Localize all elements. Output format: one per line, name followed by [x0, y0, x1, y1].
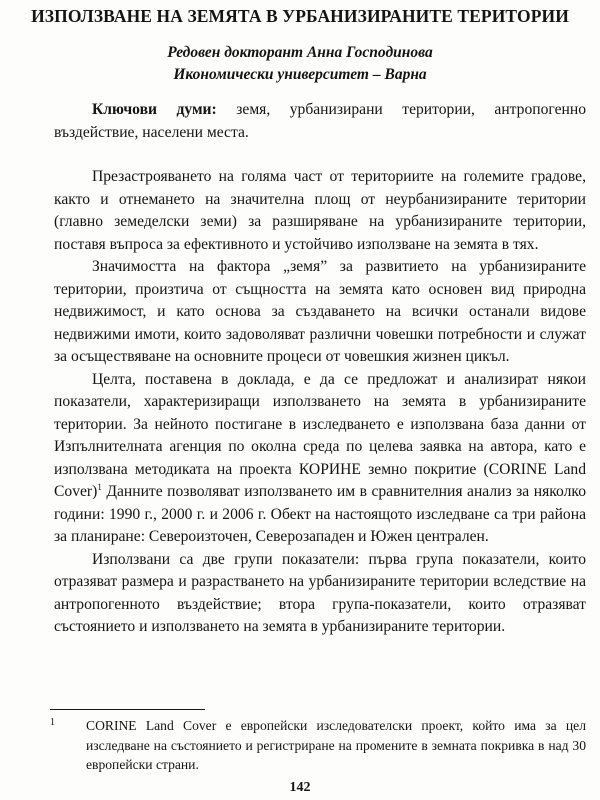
paragraph-4: Използвани са две групи показатели: първа група показатели, които отразяват размера и разрастването на урбанизираните територии вследствие на антропогенното въздействие; втора група-показатели, които отразяват състоянието и използването на земята в урбанизираните територии.: [54, 550, 586, 635]
paragraph-3: [54, 369, 586, 549]
keywords-text: земя, урбанизирани територии, антропогенно въздействие, населени места.: [54, 101, 587, 141]
author-line: Редовен докторант Анна Господинова: [167, 44, 433, 61]
paragraph-3-text: Целта, поставена в доклада, е да се предложат и анализират някои показатели, характеризиращи използването на земята в урбанизираните територии. За нейното постигане в изследването е използвана база данни от Изпълнителната агенция по околна среда по целева заявка на автора, като е използвана методиката на проекта КОРИНЕ земно покритие (CORINE Land Cover): [54, 370, 586, 500]
affiliation-line: Икономически университет – Варна: [173, 66, 427, 83]
footnote: [50, 716, 586, 775]
footnote-mark: 1: [50, 717, 55, 728]
footnote-reference: 1: [97, 481, 102, 492]
body-text: [54, 99, 586, 639]
paper-title: ИЗПОЛЗВАНЕ НА ЗЕМЯТА В УРБАНИЗИРАНИТЕ ТЕРИТОРИИ: [31, 6, 569, 26]
paragraph-1: Презастрояването на голяма част от териториите на големите градове, както и отнемането на значителна площ от неурбанизираните територии (главно земеделски земи) за разширяване на урбанизираните територии, поставя въпроса за ефективното и устойчиво използване на земята в тях.: [54, 168, 586, 253]
page-number: 142: [289, 780, 311, 795]
footnote-text: CORINE Land Cover е европейски изследователски проект, който има за цел изследване на състоянието и регистриране на промените в земната покривка в над 30 европейски страни.: [86, 718, 586, 772]
keywords-paragraph: [54, 99, 586, 144]
keywords-label: Ключови думи:: [92, 101, 217, 118]
paragraph-3-continuation: Данните позволяват използването им в сравнителния анализ за няколко години: 1990 г., 2000 г. и 2006 г. Обект на настоящото изследване са три района за планиране: Североизточен, Северозападен и Южен централен.: [54, 483, 586, 545]
paragraph-2: Значимостта на фактора „земя” за развитието на урбанизираните територии, произтича от същността на земята като основен вид природна недвижимост, и като основа за създаването на всички останали видове недвижими имоти, които задоволяват различни човешки потребности и служат за осъществяване на основните процеси от човешкия жизнен цикъл.: [54, 258, 586, 365]
footnote-divider: [50, 709, 205, 710]
